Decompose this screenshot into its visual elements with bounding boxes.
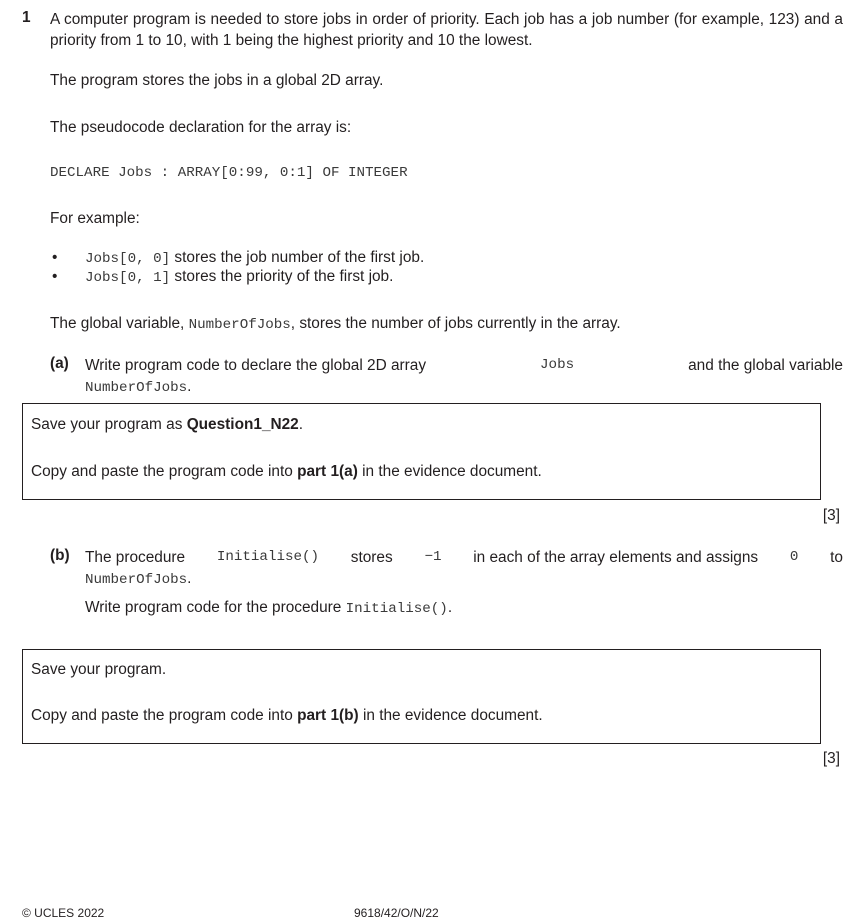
bullet-code: Jobs[0, 1] [85, 270, 171, 286]
part-a-code-jobs: Jobs [540, 357, 575, 373]
bullet-marker: • [52, 249, 58, 266]
global-variable-statement: The global variable, NumberOfJobs, stores the number of jobs currently in the array. [50, 315, 621, 333]
instruction-box-a [22, 403, 821, 500]
part-b-code-minus-one: −1 [424, 549, 442, 565]
part-a-code-numberofjobs: NumberOfJobs [85, 380, 188, 396]
part-b-write-instruction: Write program code for the procedure Initialise(). [85, 599, 453, 617]
bullet-item [85, 249, 424, 267]
array-statement: The program stores the jobs in a global 2D array. [50, 72, 384, 89]
part-b-code-initialise: Initialise() [216, 549, 320, 565]
pseudocode-declaration: DECLARE Jobs : ARRAY[0:99, 0:1] OF INTEGER [50, 165, 408, 181]
question-intro: A computer program is needed to store jobs in order of priority. Each job has a job number (for example, 123) and a priority from 1 to 10, with 1 being the highest priority and 10 the lowest. [50, 11, 843, 49]
part-b-code-numberofjobs: NumberOfJobs [85, 572, 188, 588]
part-a-marks: [3] [822, 507, 840, 524]
bullet-text: stores the priority of the first job. [170, 268, 394, 285]
save-instruction: Save your program. [31, 661, 167, 678]
bullet-text: stores the job number of the first job. [170, 249, 425, 266]
copy-instruction: Copy and paste the program code into part 1(b) in the evidence document. [31, 707, 543, 724]
part-b-text: The procedure Initialise() stores −1 in each of the array elements and assigns 0 to NumberOfJobs. [85, 549, 843, 588]
declaration-intro: The pseudocode declaration for the array is: [50, 119, 352, 136]
bullet-marker: • [52, 268, 58, 285]
part-b-code-zero: 0 [789, 549, 799, 565]
program-filename: Question1_N22 [186, 416, 299, 433]
instruction-box-b [22, 649, 821, 744]
save-instruction: Save your program as Question1_N22. [31, 416, 304, 433]
evidence-part: part 1(a) [297, 463, 358, 480]
example-intro: For example: [50, 210, 140, 227]
bullet-code: Jobs[0, 0] [85, 251, 171, 267]
global-variable-code: NumberOfJobs [188, 317, 291, 333]
part-a-text: Write program code to declare the global 2D array Jobs and the global variable NumberOfJobs. [85, 357, 843, 396]
part-a-label: (a) [50, 355, 69, 372]
question-number: 1 [22, 9, 31, 26]
copy-instruction: Copy and paste the program code into part 1(a) in the evidence document. [31, 463, 542, 480]
footer-paper-code: 9618/42/O/N/22 [354, 906, 439, 920]
part-b-marks: [3] [822, 750, 840, 767]
evidence-part: part 1(b) [297, 707, 359, 724]
part-b-label: (b) [50, 547, 70, 564]
bullet-item [85, 268, 393, 286]
part-b-write-code: Initialise() [345, 601, 448, 617]
footer-copyright: © UCLES 2022 [22, 906, 105, 920]
